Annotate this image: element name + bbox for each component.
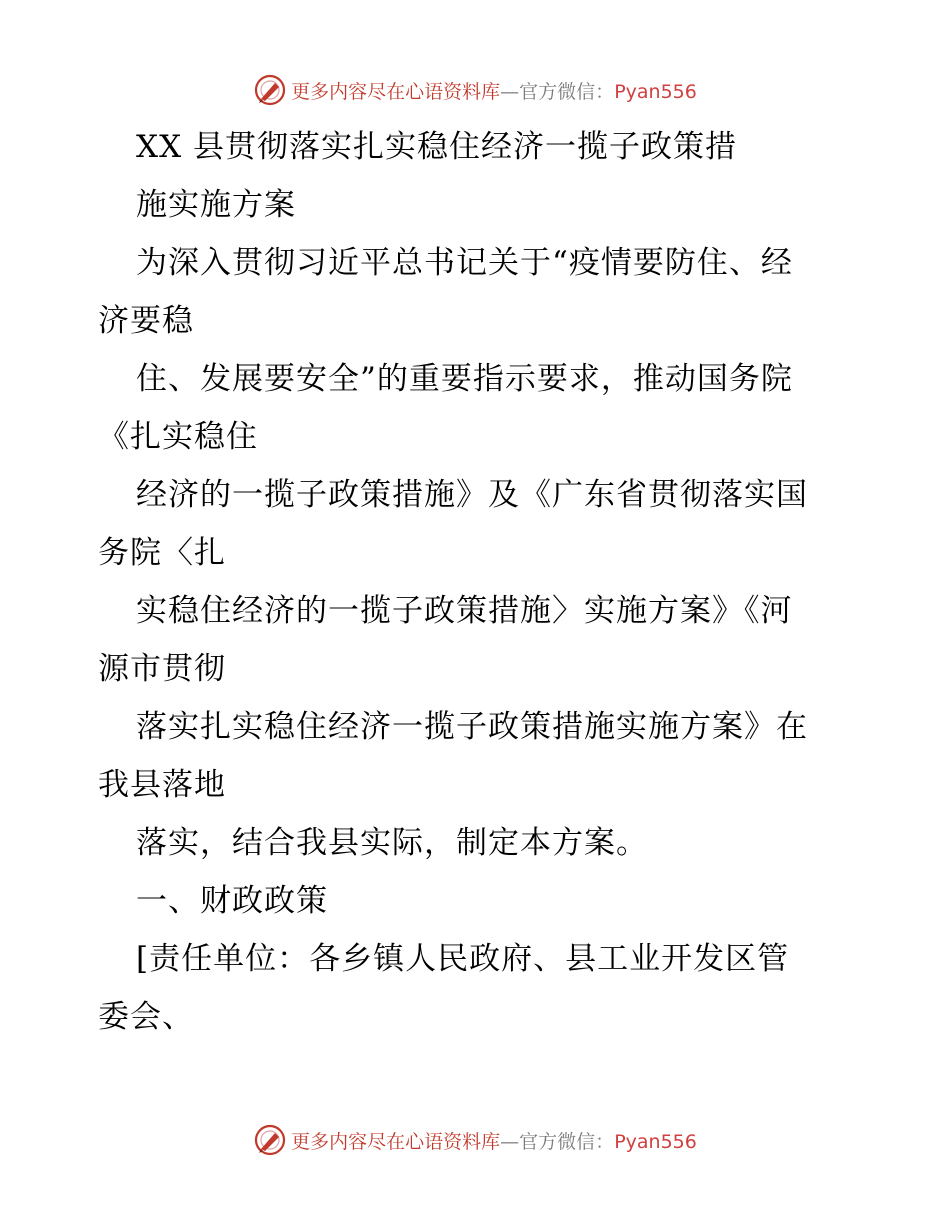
document-line: 施实施方案 xyxy=(136,187,296,223)
pen-logo-icon xyxy=(253,1123,287,1157)
wechat-label: 官方微信： xyxy=(519,1130,615,1153)
footer-banner xyxy=(0,1120,950,1160)
document-line: XX 县贯彻落实扎实稳住经济一揽子政策措 xyxy=(136,129,737,165)
wechat-account: Pyan556 xyxy=(614,80,697,103)
document-line: 一、财政政策 xyxy=(136,883,328,919)
header-banner-text xyxy=(291,77,697,104)
site-name: 更多内容尽在心语资料库 xyxy=(291,80,501,103)
document-line: 《扎实稳住 xyxy=(98,419,258,455)
footer-banner-text xyxy=(291,1127,697,1154)
document-line: 落实扎实稳住经济一揽子政策措施实施方案》在 xyxy=(136,709,808,745)
separator: — xyxy=(500,80,520,103)
site-name: 更多内容尽在心语资料库 xyxy=(291,1130,501,1153)
document-line: 经济的一揽子政策措施》及《广东省贯彻落实国 xyxy=(136,477,808,513)
separator: — xyxy=(500,1130,520,1153)
pen-logo-icon xyxy=(253,73,287,107)
document-line: 落实，结合我县实际，制定本方案。 xyxy=(136,825,648,861)
document-line: 务院〈扎 xyxy=(98,535,226,571)
document-line: 实稳住经济的一揽子政策措施〉实施方案》《河 xyxy=(136,593,793,629)
document-line: 源市贯彻 xyxy=(98,651,226,687)
document-line: 济要稳 xyxy=(98,303,194,339)
document-line: 我县落地 xyxy=(98,767,226,803)
document-line: 住、发展要安全”的重要指示要求，推动国务院 xyxy=(136,361,793,397)
document-line: [责任单位：各乡镇人民政府、县工业开发区管 xyxy=(136,941,790,977)
header-banner xyxy=(0,70,950,110)
document-line: 委会、 xyxy=(98,999,194,1035)
document-line: 为深入贯彻习近平总书记关于“疫情要防住、经 xyxy=(136,245,793,281)
wechat-account: Pyan556 xyxy=(614,1130,697,1153)
document-body xyxy=(98,118,858,1046)
wechat-label: 官方微信： xyxy=(519,80,615,103)
